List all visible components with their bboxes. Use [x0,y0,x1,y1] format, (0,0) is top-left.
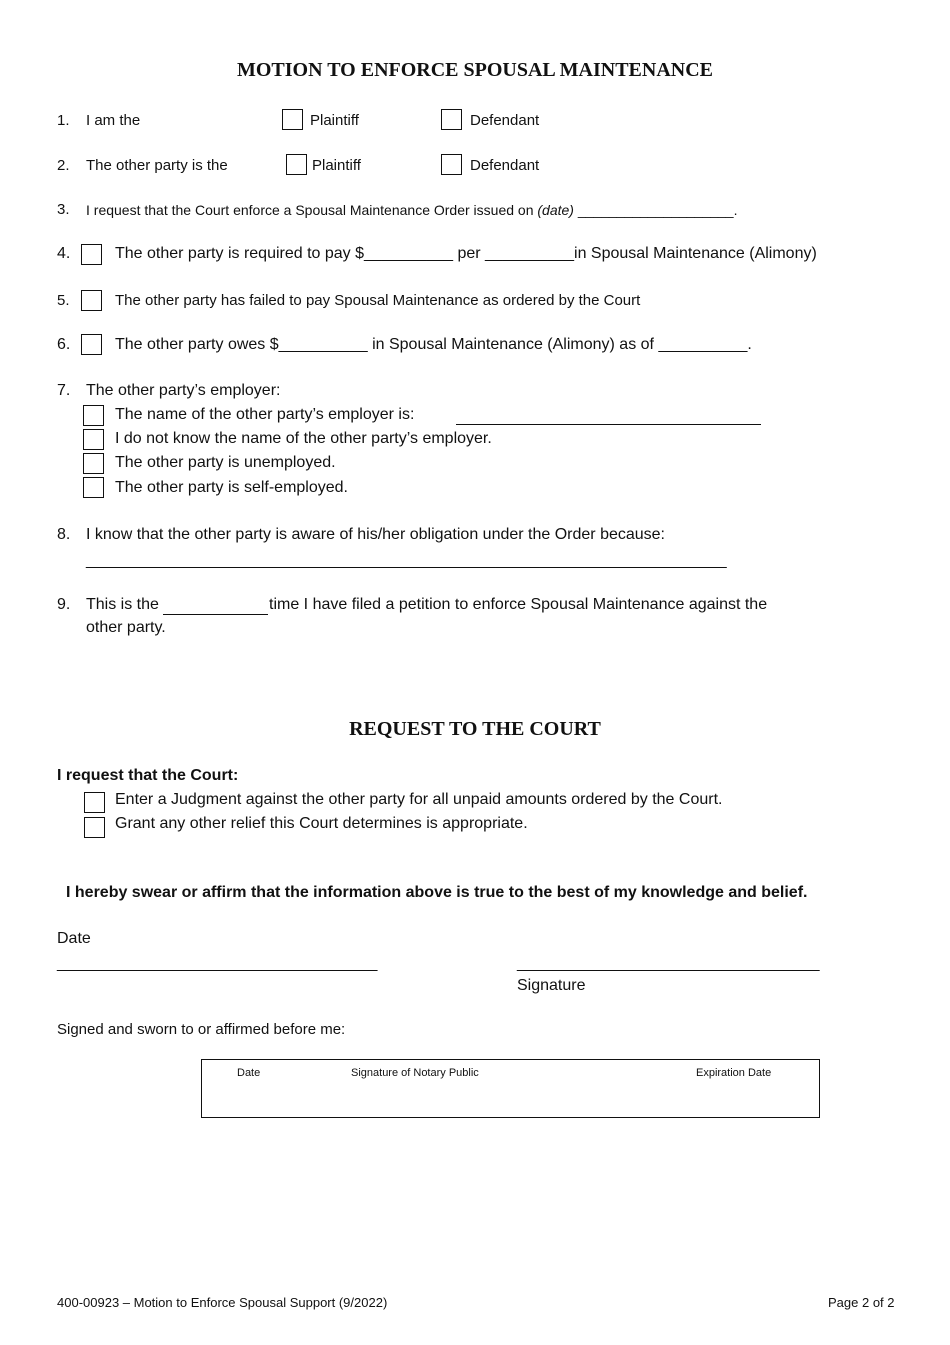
other-relief-label: Grant any other relief this Court determines is appropriate. [115,815,528,832]
item-3-text [86,202,737,218]
item-9-text-a: This is the [86,596,159,613]
employer-name-checkbox[interactable] [83,405,104,426]
plaintiff-checkbox[interactable] [282,109,303,130]
awareness-reason-field[interactable]: ________________________________________________________________________ [86,552,727,569]
item-6-text: The other party owes $__________ in Spousal Maintenance (Alimony) as of __________. [115,336,752,353]
item-8-text: I know that the other party is aware of his/her obligation under the Order because: [86,526,665,543]
self-employed-checkbox[interactable] [83,477,104,498]
required-to-pay-checkbox[interactable] [81,244,102,265]
request-intro: I request that the Court: [57,767,239,784]
notary-intro: Signed and sworn to or affirmed before me: [57,1021,346,1038]
notary-signature-label: Signature of Notary Public [351,1067,479,1079]
other-plaintiff-label: Plaintiff [312,157,361,174]
item-9-text-c: other party. [86,619,166,636]
item-1-number: 1. [57,112,70,129]
date-label: (date) [537,202,574,218]
other-relief-checkbox[interactable] [84,817,105,838]
item-1-text: I am the [86,112,141,129]
employer-name-field[interactable] [456,424,761,425]
unemployed-checkbox[interactable] [83,453,104,474]
item-5-text: The other party has failed to pay Spousal Maintenance as ordered by the Court [115,292,641,309]
footer-form-id: 400-00923 – Motion to Enforce Spousal Support (9/2022) [57,1295,388,1310]
date-label: Date [57,930,91,947]
item-7-number: 7. [57,382,71,399]
defendant-label: Defendant [470,112,540,129]
item-3-number: 3. [57,201,70,218]
item-2-number: 2. [57,157,70,174]
judgment-checkbox[interactable] [84,792,105,813]
notary-date-label: Date [237,1067,261,1079]
footer-page-number: Page 2 of 2 [828,1295,895,1310]
other-defendant-label: Defendant [470,157,540,174]
item-5-number: 5. [57,292,70,309]
unemployed-label: The other party is unemployed. [115,454,336,471]
owes-checkbox[interactable] [81,334,102,355]
notary-expiration-label: Expiration Date [696,1067,772,1079]
defendant-checkbox[interactable] [441,109,462,130]
item-4-number: 4. [57,245,71,262]
item-7-text: The other party’s employer: [86,382,281,399]
failed-to-pay-checkbox[interactable] [81,290,102,311]
filing-count-field[interactable] [163,614,268,615]
other-defendant-checkbox[interactable] [441,154,462,175]
affirmation-statement: I hereby swear or affirm that the information above is true to the best of my knowledge and belief. [66,884,808,901]
judgment-label: Enter a Judgment against the other party for all unpaid amounts ordered by the Court. [115,791,723,808]
plaintiff-label: Plaintiff [310,112,359,129]
self-employed-label: The other party is self-employed. [115,479,348,496]
signature-field[interactable]: __________________________________ [517,955,820,972]
employer-unknown-label: I do not know the name of the other party’s employer. [115,430,492,447]
order-date-field[interactable]: ____________________. [577,202,738,218]
item-6-number: 6. [57,336,71,353]
item-9-text-b: time I have filed a petition to enforce Spousal Maintenance against the [269,596,768,613]
request-heading: REQUEST TO THE COURT [349,718,601,740]
item-8-number: 8. [57,526,71,543]
employer-name-label: The name of the other party’s employer is: [115,406,415,423]
signature-label: Signature [517,977,586,994]
item-2-text: The other party is the [86,157,228,174]
item-9-number: 9. [57,596,71,613]
date-field[interactable]: ____________________________________ [57,955,378,972]
employer-unknown-checkbox[interactable] [83,429,104,450]
page-title: MOTION TO ENFORCE SPOUSAL MAINTENANCE [237,59,713,81]
item-4-text: The other party is required to pay $__________ per __________in Spousal Maintenance (Alimony) [115,245,817,262]
item-3-statement: I request that the Court enforce a Spousal Maintenance Order issued on [86,202,534,218]
other-plaintiff-checkbox[interactable] [286,154,307,175]
